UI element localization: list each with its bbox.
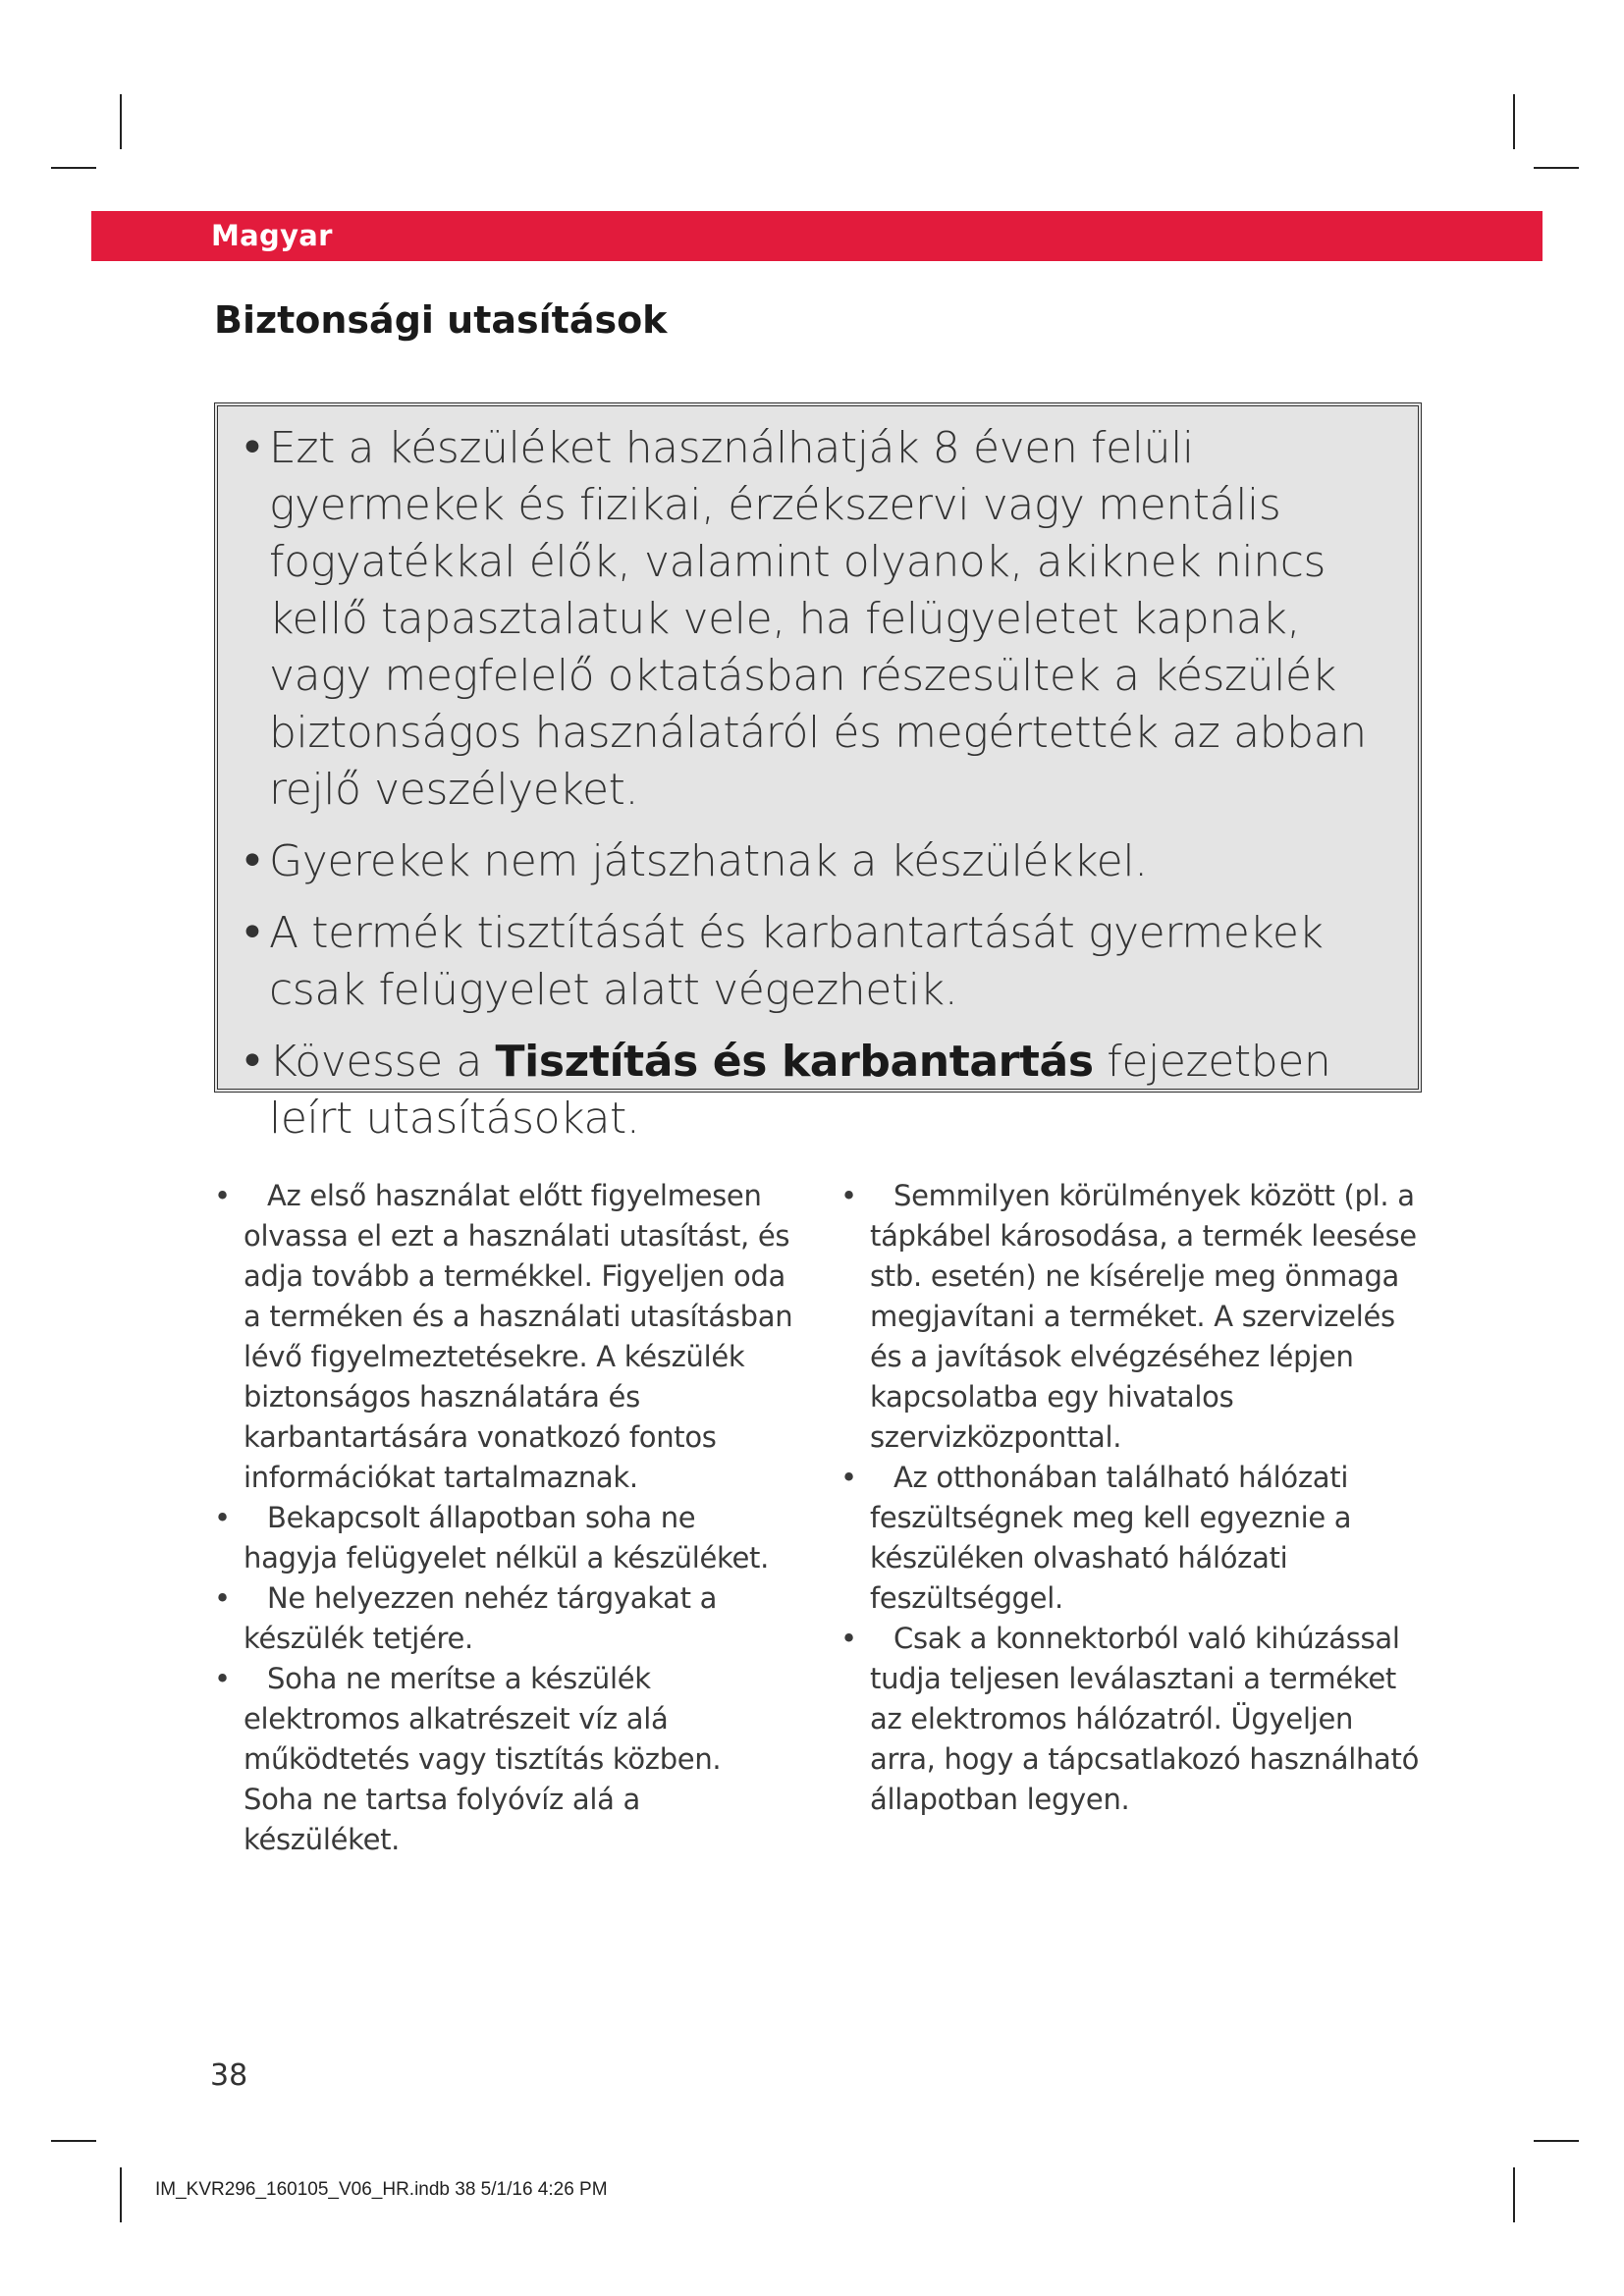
warning-item-prefix: Kövesse a [269, 1037, 496, 1087]
page-title: Biztonsági utasítások [214, 298, 668, 342]
crop-mark-top-right-horizontal [1534, 167, 1579, 169]
bullet-icon: • [214, 1581, 231, 1615]
page-number: 38 [210, 2058, 248, 2093]
list-item-first-line: Az első használat előtt figyelmesen [267, 1179, 762, 1212]
bullet-icon: • [840, 1622, 857, 1655]
list-item-first-line: Semmilyen körülmények között (pl. [893, 1179, 1389, 1212]
warning-item-text: Gyerekek nem játszhatnak a készülékkel. [269, 836, 1148, 886]
crop-mark-top-left-vertical [120, 94, 122, 149]
warning-item [240, 905, 1388, 1019]
warning-item-text: Ezt a készüléket használhatják 8 éven felüli gyermekek és fizikai, érzékszervi vagy mentális fogyatékkal élők, valamint olyanok, akiknek nincs kellő tapasztalatuk vele, ha felügyeletet kapnak, vagy megfelelő oktatásban részesültek a készülék biztonságos használatáról és megértették az abban rejlő veszélyeket. [269, 423, 1367, 815]
crop-mark-top-left-horizontal [51, 167, 96, 169]
crop-mark-bottom-left-vertical [120, 2167, 122, 2222]
list-item [214, 1659, 793, 1860]
bullet-icon: • [214, 1179, 231, 1212]
right-column [840, 1176, 1420, 1820]
list-item [840, 1619, 1420, 1820]
crop-mark-bottom-right-horizontal [1534, 2140, 1579, 2142]
crop-mark-bottom-left-horizontal [51, 2140, 96, 2142]
warning-item [240, 1034, 1388, 1148]
warning-item [240, 833, 1388, 890]
list-item-text: tudja teljesen leválasztani a terméket az elektromos hálózatról. Ügyeljen arra, hogy a tápcsatlakozó használható állapotban legyen. [870, 1662, 1420, 1816]
bullet-icon: • [214, 1501, 231, 1534]
list-item [840, 1458, 1420, 1619]
list-item-first-line: Ne helyezzen nehéz tárgyakat a [267, 1581, 718, 1615]
left-column [214, 1176, 793, 1860]
print-footer-slug: IM_KVR296_160105_V06_HR.indb 38 5/1/16 4:26 PM [155, 2179, 608, 2200]
warning-list [240, 420, 1388, 1148]
list-item-text: felügyelet nélkül a készüléket. [346, 1541, 769, 1575]
list-item [840, 1176, 1420, 1458]
list-item-text: alkatrészeit víz alá működtetés vagy tisztítás közben. Soha ne tartsa folyóvíz alá a készüléket. [244, 1702, 722, 1856]
list-item [214, 1578, 793, 1659]
bullet-icon: • [240, 836, 265, 886]
bullet-icon: • [240, 1037, 265, 1087]
crop-mark-bottom-right-vertical [1513, 2167, 1515, 2222]
warning-item-suffix: fejezetben leírt utasításokat. [269, 1037, 1331, 1144]
list-item-first-line: Soha ne merítse a készülék elektromos [244, 1662, 651, 1735]
list-item-text: készülék tetjére. [244, 1622, 473, 1655]
crop-mark-top-right-vertical [1513, 94, 1515, 149]
list-item [214, 1176, 793, 1498]
list-item [214, 1498, 793, 1578]
list-item-text: olvassa el ezt a használati utasítást, és adja tovább a termékkel. Figyeljen oda a terméken és a használati utasításban lévő figyelmeztetésekre. A készülék biztonságos használatára és karbantartására vonatkozó fontos információkat tartalmaznak. [244, 1219, 793, 1494]
list-item-text: a tápkábel károsodása, a termék leesése stb. esetén) ne kísérelje meg önmaga megjavítani a terméket. A szervizelés és a javítások elvégzéséhez lépjen kapcsolatba egy hivatalos szervizközponttal. [870, 1179, 1417, 1454]
bullet-icon: • [240, 908, 265, 958]
language-header-bar [91, 211, 1543, 261]
right-safety-list [840, 1176, 1420, 1820]
warning-item-text: A termék tisztítását és karbantartását gyermekek csak felügyelet alatt végezhetik. [269, 908, 1324, 1015]
list-item-first-line: Csak a konnektorból való kihúzással [893, 1622, 1400, 1655]
bullet-icon: • [840, 1179, 857, 1212]
warning-item [240, 420, 1388, 819]
bullet-icon: • [240, 423, 265, 473]
list-item-first-line: Bekapcsolt állapotban soha ne hagyja [244, 1501, 696, 1575]
chapter-reference: Tisztítás és karbantartás [495, 1037, 1094, 1087]
bullet-icon: • [840, 1461, 857, 1494]
safety-warning-box [214, 402, 1422, 1144]
bullet-icon: • [214, 1662, 231, 1695]
list-item-text: feszültségnek meg kell egyeznie a készüléken olvasható hálózati feszültséggel. [870, 1501, 1352, 1615]
language-label: Magyar [211, 219, 333, 252]
left-safety-list [214, 1176, 793, 1860]
list-item-first-line: Az otthonában található hálózati [893, 1461, 1349, 1494]
